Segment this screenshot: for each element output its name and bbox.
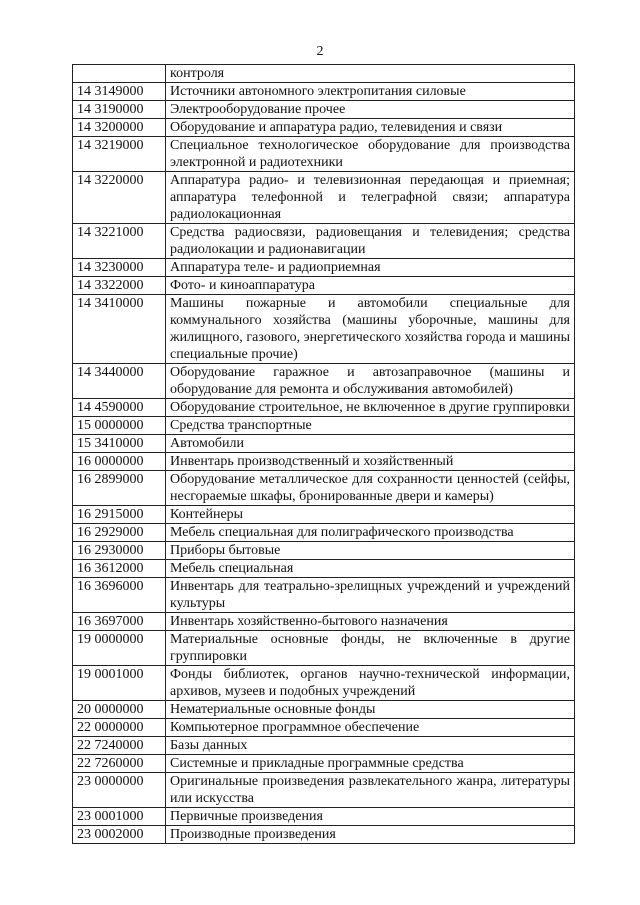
asset-name-cell: Оборудование гаражное и автозаправочное (машины и оборудование для ремонта и обслуживания автомобилей) — [166, 364, 575, 399]
table-row — [73, 578, 575, 613]
table-row — [73, 101, 575, 119]
okof-code-cell — [73, 65, 166, 83]
table-row — [73, 773, 575, 808]
table-row — [73, 65, 575, 83]
asset-name-cell: Оборудование металлическое для сохранности ценностей (сейфы, несгораемые шкафы, бронированные двери и камеры) — [166, 471, 575, 506]
table-row — [73, 83, 575, 101]
asset-name-cell: Инвентарь производственный и хозяйственный — [166, 453, 575, 471]
table-row — [73, 435, 575, 453]
table-row — [73, 119, 575, 137]
table-row — [73, 453, 575, 471]
okof-code-cell: 16 2929000 — [73, 524, 166, 542]
table-row — [73, 826, 575, 844]
asset-name-cell: Системные и прикладные программные средства — [166, 755, 575, 773]
okof-code-cell: 16 2930000 — [73, 542, 166, 560]
table-row — [73, 719, 575, 737]
okof-code-cell: 16 3612000 — [73, 560, 166, 578]
asset-name-cell: Инвентарь хозяйственно-бытового назначения — [166, 613, 575, 631]
table-row — [73, 137, 575, 172]
table-row — [73, 631, 575, 666]
okof-code-cell: 23 0002000 — [73, 826, 166, 844]
asset-name-cell: Аппаратура теле- и радиоприемная — [166, 259, 575, 277]
okof-code-cell: 14 3322000 — [73, 277, 166, 295]
asset-name-cell: Компьютерное программное обеспечение — [166, 719, 575, 737]
table-row — [73, 277, 575, 295]
okof-code-cell: 22 7260000 — [73, 755, 166, 773]
okof-code-cell: 14 3149000 — [73, 83, 166, 101]
table-row — [73, 172, 575, 224]
okof-code-cell: 15 3410000 — [73, 435, 166, 453]
classification-table — [72, 64, 575, 844]
okof-code-cell: 14 3190000 — [73, 101, 166, 119]
okof-code-cell: 19 0000000 — [73, 631, 166, 666]
table-row — [73, 524, 575, 542]
asset-name-cell: Оборудование строительное, не включенное в другие группировки — [166, 399, 575, 417]
asset-name-cell: Приборы бытовые — [166, 542, 575, 560]
asset-name-cell: Средства радиосвязи, радиовещания и телевидения; средства радиолокации и радионавигации — [166, 224, 575, 259]
table-row — [73, 737, 575, 755]
table-row — [73, 808, 575, 826]
asset-name-cell: Оборудование и аппаратура радио, телевидения и связи — [166, 119, 575, 137]
table-row — [73, 259, 575, 277]
asset-name-cell: Оригинальные произведения развлекательного жанра, литературы или искусства — [166, 773, 575, 808]
okof-code-cell: 14 3220000 — [73, 172, 166, 224]
okof-code-cell: 23 0001000 — [73, 808, 166, 826]
table-row — [73, 755, 575, 773]
okof-code-cell: 14 3410000 — [73, 295, 166, 364]
table-row — [73, 471, 575, 506]
asset-name-cell: Производные произведения — [166, 826, 575, 844]
okof-code-cell: 14 3219000 — [73, 137, 166, 172]
asset-name-cell: Средства транспортные — [166, 417, 575, 435]
okof-code-cell: 16 2899000 — [73, 471, 166, 506]
asset-name-cell: Источники автономного электропитания силовые — [166, 83, 575, 101]
table-row — [73, 666, 575, 701]
table-row — [73, 399, 575, 417]
table-row — [73, 542, 575, 560]
okof-code-cell: 14 3230000 — [73, 259, 166, 277]
asset-name-cell: Фото- и киноаппаратура — [166, 277, 575, 295]
table-row — [73, 417, 575, 435]
asset-name-cell: Мебель специальная — [166, 560, 575, 578]
asset-name-cell: Фонды библиотек, органов научно-технической информации, архивов, музеев и подобных учреждений — [166, 666, 575, 701]
table-row — [73, 701, 575, 719]
asset-name-cell: Первичные произведения — [166, 808, 575, 826]
asset-name-cell: Материальные основные фонды, не включенные в другие группировки — [166, 631, 575, 666]
okof-code-cell: 22 0000000 — [73, 719, 166, 737]
okof-code-cell: 16 2915000 — [73, 506, 166, 524]
okof-code-cell: 19 0001000 — [73, 666, 166, 701]
asset-name-cell: Специальное технологическое оборудование для производства электронной и радиотехники — [166, 137, 575, 172]
table-body — [73, 65, 575, 844]
okof-code-cell: 15 0000000 — [73, 417, 166, 435]
table-row — [73, 295, 575, 364]
asset-name-cell: контроля — [166, 65, 575, 83]
okof-code-cell: 23 0000000 — [73, 773, 166, 808]
table-row — [73, 613, 575, 631]
asset-name-cell: Мебель специальная для полиграфического производства — [166, 524, 575, 542]
okof-code-cell: 16 3696000 — [73, 578, 166, 613]
okof-code-cell: 14 3200000 — [73, 119, 166, 137]
okof-code-cell: 20 0000000 — [73, 701, 166, 719]
table-row — [73, 560, 575, 578]
page-number: 2 — [316, 44, 324, 59]
table-row — [73, 506, 575, 524]
okof-code-cell: 14 3221000 — [73, 224, 166, 259]
table-row — [73, 364, 575, 399]
asset-name-cell: Аппаратура радио- и телевизионная передающая и приемная; аппаратура телефонной и телеграфной связи; аппаратура радиолокационная — [166, 172, 575, 224]
asset-name-cell: Инвентарь для театрально-зрелищных учреждений и учреждений культуры — [166, 578, 575, 613]
asset-name-cell: Базы данных — [166, 737, 575, 755]
asset-name-cell: Электрооборудование прочее — [166, 101, 575, 119]
okof-code-cell: 16 0000000 — [73, 453, 166, 471]
okof-code-cell: 16 3697000 — [73, 613, 166, 631]
okof-code-cell: 22 7240000 — [73, 737, 166, 755]
okof-code-cell: 14 4590000 — [73, 399, 166, 417]
asset-name-cell: Автомобили — [166, 435, 575, 453]
asset-name-cell: Нематериальные основные фонды — [166, 701, 575, 719]
table-row — [73, 224, 575, 259]
okof-code-cell: 14 3440000 — [73, 364, 166, 399]
asset-name-cell: Машины пожарные и автомобили специальные для коммунального хозяйства (машины уборочные, машины для жилищного, газового, энергетического хозяйства города и машины специальные прочие) — [166, 295, 575, 364]
asset-name-cell: Контейнеры — [166, 506, 575, 524]
